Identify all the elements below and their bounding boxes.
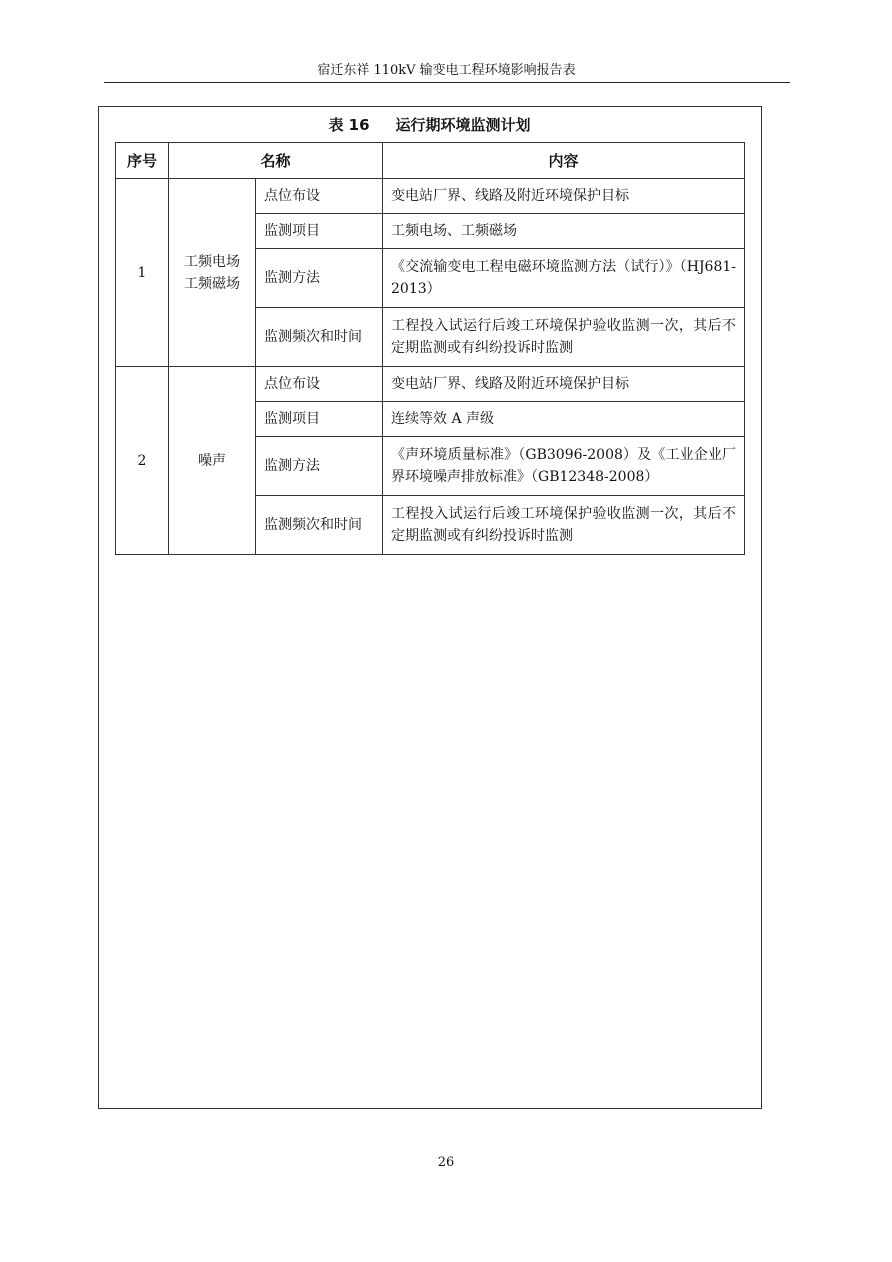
item-cell: 监测频次和时间: [256, 496, 383, 555]
column-header-seq: 序号: [116, 143, 169, 179]
table-caption-title: 运行期环境监测计划: [395, 116, 531, 134]
table-caption: [115, 114, 744, 136]
item-cell: 点位布设: [256, 179, 383, 214]
table-row: [116, 367, 745, 402]
monitoring-plan-table: [115, 142, 745, 555]
content-cell: 变电站厂界、线路及附近环境保护目标: [383, 367, 745, 402]
page-header-title: 宿迁东祥 110kV 输变电工程环境影响报告表: [317, 63, 576, 78]
content-cell: 连续等效 A 声级: [383, 402, 745, 437]
item-cell: 监测项目: [256, 402, 383, 437]
item-cell: 监测项目: [256, 214, 383, 249]
content-cell: 《交流输变电工程电磁环境监测方法（试行）》（HJ681-2013）: [383, 249, 745, 308]
item-cell: 监测频次和时间: [256, 308, 383, 367]
group-name-line: 工频电场: [184, 253, 240, 270]
table-row: [116, 179, 745, 214]
group-name-line: 噪声: [198, 452, 226, 469]
column-header-name: 名称: [169, 143, 383, 179]
group-seq-cell: 1: [116, 179, 169, 367]
item-cell: 监测方法: [256, 249, 383, 308]
item-cell: 点位布设: [256, 367, 383, 402]
content-cell: 工程投入试运行后竣工环境保护验收监测一次，其后不定期监测或有纠纷投诉时监测: [383, 496, 745, 555]
table-header-row: [116, 143, 745, 179]
group-name-cell: [169, 179, 256, 367]
content-cell: 工频电场、工频磁场: [383, 214, 745, 249]
item-cell: 监测方法: [256, 437, 383, 496]
group-seq-cell: 2: [116, 367, 169, 555]
table-caption-number: 表 16: [328, 116, 370, 134]
group-name-line: 工频磁场: [184, 275, 240, 292]
content-cell: 《声环境质量标准》（GB3096-2008）及《工业企业厂界环境噪声排放标准》（GB12348-2008）: [383, 437, 745, 496]
content-cell: 变电站厂界、线路及附近环境保护目标: [383, 179, 745, 214]
page-number: 26: [437, 1155, 455, 1170]
header-divider: [104, 82, 790, 83]
column-header-content: 内容: [383, 143, 745, 179]
group-name-cell: [169, 367, 256, 555]
content-cell: 工程投入试运行后竣工环境保护验收监测一次，其后不定期监测或有纠纷投诉时监测: [383, 308, 745, 367]
